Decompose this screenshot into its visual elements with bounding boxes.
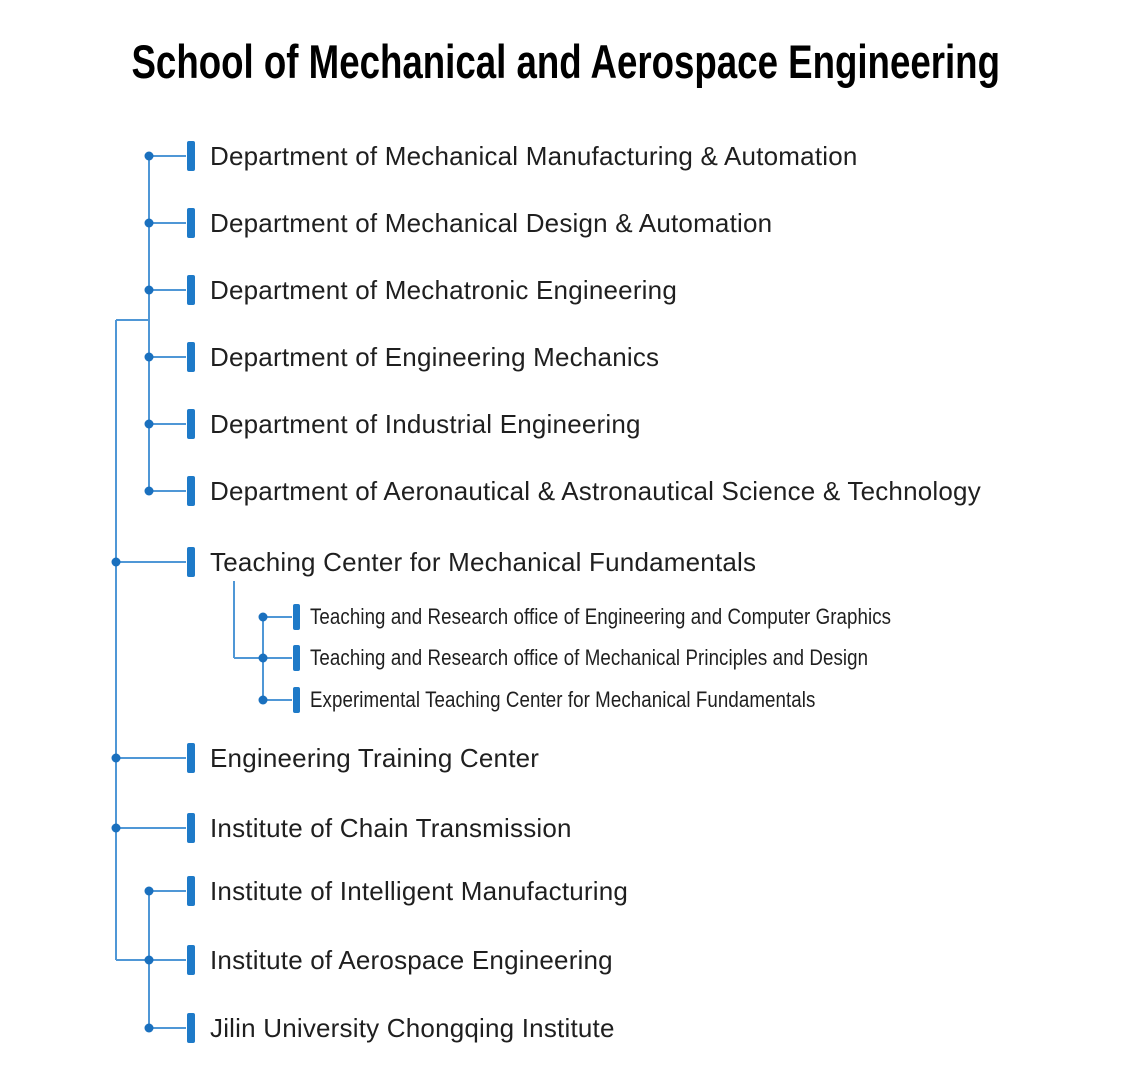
org-node-label: Institute of Chain Transmission (210, 813, 572, 843)
bar-marker-icon (187, 275, 195, 305)
org-node-institute-chain-transmission (187, 811, 572, 845)
bar-marker-icon (187, 141, 195, 171)
junction-dot-icon (145, 219, 154, 228)
junction-dot-icon (145, 1024, 154, 1033)
org-node-label: Department of Mechanical Design & Automation (210, 208, 773, 238)
bar-marker-icon (187, 945, 195, 975)
org-node-institute-aerospace-engineering (187, 943, 613, 977)
bar-marker-icon (187, 876, 195, 906)
bar-marker-icon (187, 1013, 195, 1043)
junction-dot-icon (112, 558, 121, 567)
org-node-label: Department of Mechatronic Engineering (210, 275, 677, 305)
org-node-institute-intelligent-manufacturing (187, 874, 628, 908)
org-node-label: Department of Industrial Engineering (210, 409, 641, 439)
junction-dot-icon (145, 286, 154, 295)
bar-marker-icon (187, 743, 195, 773)
bar-marker-icon (187, 342, 195, 372)
org-node-label: Teaching Center for Mechanical Fundamentals (210, 547, 757, 577)
bar-marker-icon (293, 604, 300, 630)
bar-marker-icon (187, 813, 195, 843)
junction-dot-icon (145, 487, 154, 496)
junction-dot-icon (259, 696, 268, 705)
org-node-label: Engineering Training Center (210, 743, 540, 773)
org-node-dept-mechatronic-engineering (187, 273, 677, 307)
org-node-label: Department of Engineering Mechanics (210, 342, 660, 372)
bar-marker-icon (187, 208, 195, 238)
org-node-teaching-center-mechanical-fundamentals (187, 545, 756, 579)
org-node-dept-mechanical-manufacturing-automation (187, 139, 858, 173)
org-node-label: Institute of Intelligent Manufacturing (210, 876, 629, 906)
org-node-label: Department of Mechanical Manufacturing & Automation (210, 141, 858, 171)
org-node-tr-office-engineering-computer-graphics (293, 602, 994, 632)
bar-marker-icon (293, 645, 300, 671)
junction-dot-icon (145, 420, 154, 429)
junction-dot-icon (112, 754, 121, 763)
org-node-label: Teaching and Research office of Mechanical Principles and Design (310, 645, 869, 670)
junction-dot-icon (259, 613, 268, 622)
org-node-tr-office-mechanical-principles-design (293, 643, 967, 673)
org-node-dept-aeronautical-astronautical-science-technology (187, 474, 981, 508)
junction-dot-icon (145, 956, 154, 965)
org-node-jilin-university-chongqing-institute (187, 1011, 615, 1045)
junction-dot-icon (145, 152, 154, 161)
bar-marker-icon (187, 547, 195, 577)
chart-title-text: School of Mechanical and Aerospace Engineering (131, 35, 1000, 88)
org-node-label: Teaching and Research office of Engineering and Computer Graphics (310, 604, 892, 629)
org-node-label: Experimental Teaching Center for Mechanical Fundamentals (310, 687, 816, 712)
org-node-dept-engineering-mechanics (187, 340, 659, 374)
org-node-experimental-teaching-center-mechanical-fundamentals (293, 685, 905, 715)
org-node-label: Jilin University Chongqing Institute (210, 1013, 615, 1043)
junction-dot-icon (259, 654, 268, 663)
org-node-dept-industrial-engineering (187, 407, 641, 441)
junction-dot-icon (145, 887, 154, 896)
bar-marker-icon (187, 409, 195, 439)
org-node-label: Department of Aeronautical & Astronautical Science & Technology (210, 476, 981, 506)
org-node-dept-mechanical-design-automation (187, 206, 772, 240)
junction-dot-icon (145, 353, 154, 362)
bar-marker-icon (187, 476, 195, 506)
org-node-engineering-training-center (187, 741, 539, 775)
junction-dot-icon (112, 824, 121, 833)
org-node-label: Institute of Aerospace Engineering (210, 945, 613, 975)
bar-marker-icon (293, 687, 300, 713)
